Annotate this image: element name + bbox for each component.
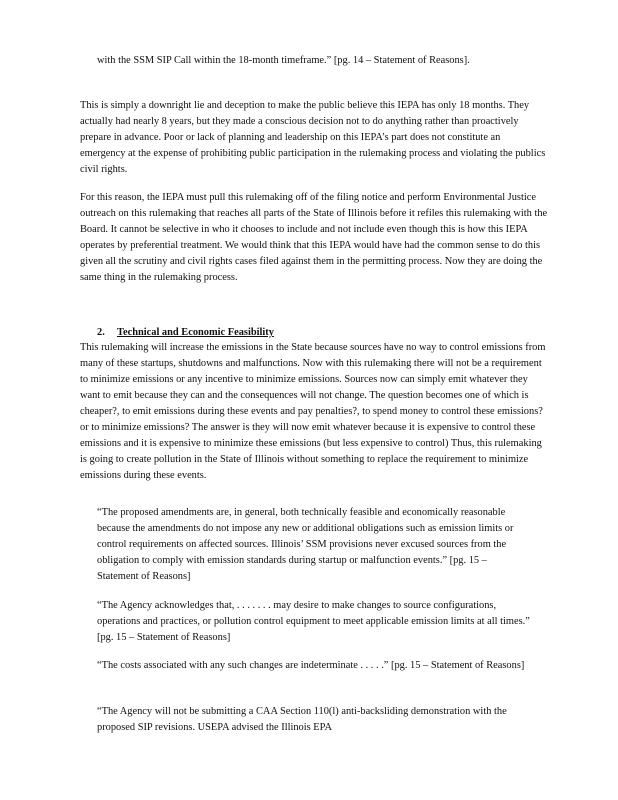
quote-costs: “The costs associated with any such changes are indeterminate . . . . .” [pg. 15 – Statement of Reasons] xyxy=(97,660,525,671)
quote-feasibility: “The proposed amendments are, in general, both technically feasible and economically reasonable because the amendments do not impose any new or additional obligations such as emission limits or control requirements on affected sources. Illinois’ SSM provisions never excused sources from the obligation to comply with emission standards during startup or malfunction events.” [pg. 15 – Statement of Reasons] xyxy=(97,507,514,582)
paragraph-deception: This is simply a downright lie and deception to make the public believe this IEPA has only 18 months. They actually had nearly 8 years, but they made a conscious decision not to do anything rather than proactively prepare in advance. Poor or lack of planning and leadership on this IEPA’s part does not constitute an emergency at the expense of prohibiting public participation in the rulemaking process and violating the publics civil rights. xyxy=(80,100,546,175)
quote-anti-backsliding: “The Agency will not be submitting a CAA Section 110(l) anti-backsliding demonstration with the proposed SIP revisions. USEPA advised the Illinois EPA xyxy=(97,706,507,733)
section-title: Technical and Economic Feasibility xyxy=(117,327,274,338)
paragraph-emissions: This rulemaking will increase the emissions in the State because sources have no way to control emissions from many of these startups, shutdowns and malfunctions. Now with this rulemaking there will not be a requirement to minimize emissions or any incentive to minimize emissions. Sources now can simply emit whatever they want to emit because they can and the consequences will not change. The question becomes one of which is cheaper?, to emit emissions during these events and pay penalties?, to spend money to control these emissions? or to minimize emissions? The answer is they will now emit whatever because it is expensive to control these emissions and it is expensive to minimize these emissions (but less expensive to control) Thus, this rulemaking is going to create pollution in the State of Illinois without something to replace the requirement to minimize emissions during these events. xyxy=(80,342,546,481)
quote-agency-acknowledges: “The Agency acknowledges that, . . . . . . . may desire to make changes to source configurations, operations and practices, or pollution control equipment to meet applicable emission limits at all times.” [pg. 15 – Statement of Reasons] xyxy=(97,600,530,643)
section-heading xyxy=(97,325,274,341)
continued-quote: with the SSM SIP Call within the 18-month timeframe.” [pg. 14 – Statement of Reasons]. xyxy=(97,55,470,66)
section-number: 2. xyxy=(97,327,105,338)
paragraph-pull-rulemaking: For this reason, the IEPA must pull this rulemaking off of the filing notice and perform Environmental Justice outreach on this rulemaking that reaches all parts of the State of Illinois before it refiles this rulemaking with the Board. It cannot be selective in who it chooses to include and not include even though this is how this IEPA operates by preferential treatment. We would think that this IEPA would have had the common sense to do this given all the scrutiny and civil rights cases filed against them in the permitting process. Now they are doing the same thing in the rulemaking process. xyxy=(80,192,548,283)
